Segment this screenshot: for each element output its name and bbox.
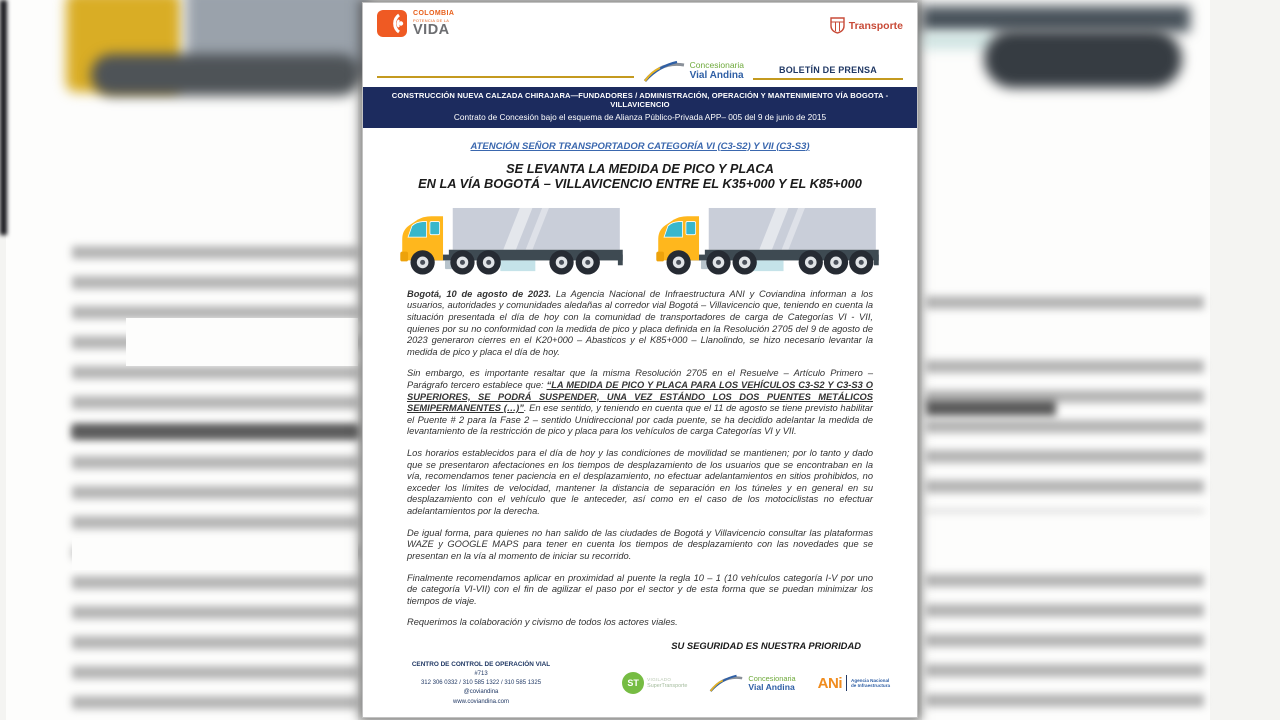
header-gold-rule-right	[753, 78, 903, 81]
background-truck-wheels-blob	[91, 54, 361, 96]
background-truck-tank-blob	[922, 33, 994, 49]
background-truck-chassis-blob	[922, 6, 1190, 32]
main-title-line1: SE LEVANTA LA MEDIDA DE PICO Y PLACA	[506, 160, 774, 176]
ani-abbr: ANi	[817, 674, 842, 692]
vial-andina-line1: Concesionaria	[748, 673, 796, 683]
document-header	[363, 3, 917, 83]
transporte-label: Transporte	[848, 19, 903, 32]
background-paragraph-gap	[126, 318, 358, 366]
supertransporte-line1: VIGILADO	[647, 677, 672, 683]
colombia-logo-icon	[377, 10, 409, 38]
boletin-de-prensa-label: BOLETÍN DE PRENSA	[779, 64, 877, 75]
body-paragraph: Sin embargo, es importante resaltar que la misma Resolución 2705 en el Resuelve – Artículo Primero – Parágrafo tercero establece que: “LA MEDIDA DE PICO Y PLACA PARA LOS VEHÍCULOS C3-S2 Y C3-S3 O SUPERIORES, SE PODRÁ SUSPENDER, UNA VEZ ESTÁNDO LOS DOS PUENTES METÁLICOS SEMIPERMANENTES (…)”. En ese sentido, y teniendo en cuenta que el 11 de agosto se tiene previsto habilitar el Puente # 2 para la Fase 2 – sentido Unidireccional por cada puente, se ha decidido adelantar la medida de levantamiento de la restricción de pico y placa para los vehículos de carga Categorías VI y VII.	[407, 368, 873, 437]
vial-andina-road-icon	[709, 673, 743, 693]
background-page-left	[6, 0, 358, 720]
safety-slogan: SU SEGURIDAD ES NUESTRA PRIORIDAD	[671, 639, 861, 651]
header-gold-rule-left	[377, 76, 634, 79]
document-footer	[363, 660, 917, 717]
vial-andina-footer-logo	[700, 673, 804, 693]
footer-logos	[622, 672, 899, 694]
background-text-lines	[926, 574, 1204, 714]
background-text-lines	[926, 360, 1204, 512]
background-edge-strip	[0, 0, 7, 235]
truck-illustrations	[363, 207, 917, 275]
background-bold-line	[926, 400, 1056, 416]
body-paragraph: De igual forma, para quienes no han salido de las ciudades de Bogotá y Villavicencio consultar las plataformas WAZE y GOOGLE MAPS para tener en cuenta los tiempos de desplazamiento con las novedades que se presentan en la vía al momento de iniciar su recorrido.	[407, 527, 873, 561]
background-bold-line	[72, 424, 358, 439]
vial-andina-logo	[634, 59, 753, 83]
contract-banner	[363, 87, 917, 128]
control-center-contact: CENTRO DE CONTROL DE OPERACIÓN VIAL #713 312 306 0332 / 310 585 1322 / 310 585 1325 @coviandina www.coviandina.com	[411, 660, 551, 705]
transporte-shield-icon	[830, 17, 845, 34]
ministry-transporte-logo	[830, 17, 903, 34]
truck-c3-s3-image	[653, 207, 883, 275]
body-paragraph: Finalmente recomendamos aplicar en proximidad al puente la regla 10 – 1 (10 vehículos categoría I-V por uno de categoría VI-VII) con el fin de agilizar el paso por el sector y de esta forma que se puedan minimizar los tiempos de viaje.	[407, 572, 873, 606]
colombia-logo-line3: VIDA	[413, 22, 450, 39]
body-paragraph: Bogotá, 10 de agosto de 2023. La Agencia Nacional de Infraestructura ANI y Coviandina informan a los usuarios, autoridades y comunidades aledañas al corredor vial Bogotá – Villavicencio que, teniendo en cuenta la situación presentada el día de hoy con la comunidad de transportadores de carga de Categorías VI - VII, quienes por su no conformidad con la medida de pico y placa definida en la Resolución 2705 del 9 de agosto de 2023 generaron cierres en el K20+000 – Abasticos y el K85+000 – Llanolindo, se hizo necesario levantar la medida de pico y placa el día de hoy.	[407, 288, 873, 357]
background-paragraph-gap	[72, 538, 358, 570]
title-block	[363, 141, 917, 192]
press-release-document	[362, 2, 918, 718]
ani-logo	[818, 675, 895, 692]
body-paragraph: Los horarios establecidos para el día de hoy y las condiciones de movilidad se mantienen; por lo tanto y dado que se presentaron afectaciones en los tiempos de desplazamiento de los usuarios que se encontraban en la vía, recomendamos tener paciencia en el desplazamiento, no efectuar adelantamientos en sitios prohibidos, no exceder los límites de velocidad, mantener la distancia de separación en los túneles y en general en su desplazamiento con el vehículo que le anteceder, así como en el caso de los motociclistas no efectuar adelantamientos por la derecha.	[407, 448, 873, 517]
ani-divider	[846, 675, 847, 691]
background-text-lines	[926, 296, 1204, 312]
background-text-lines	[72, 246, 358, 714]
supertransporte-logo	[622, 672, 687, 694]
colombia-logo-line2: POTENCIA DE LA	[413, 17, 450, 23]
attention-heading: ATENCIÓN SEÑOR TRANSPORTADOR CATEGORÍA VI (C3-S2) Y VII (C3-S3)	[470, 140, 810, 152]
main-title-line2: EN LA VÍA BOGOTÁ – VILLAVICENCIO ENTRE EL K35+000 Y EL K85+000	[418, 176, 862, 192]
ani-caption: Agencia Nacional de Infraestructura	[851, 677, 891, 689]
banner-line2: Contrato de Concesión bajo el esquema de Alianza Público-Privada APP– 005 del 9 de junio de 2015	[453, 111, 827, 122]
body-paragraph: Requerimos la colaboración y civismo de todos los actores viales.	[407, 617, 678, 628]
background-truck-wheels-blob	[984, 30, 1182, 88]
supertransporte-line2: SuperTransporte	[647, 682, 688, 689]
banner-line1: CONSTRUCCIÓN NUEVA CALZADA CHIRAJARA—FUNDADORES / ADMINISTRACIÓN, OPERACIÓN Y MANTENIMIENTO VÍA BOGOTA - VILLAVICENCIO	[391, 91, 889, 109]
vial-andina-road-icon	[643, 59, 685, 83]
colombia-gov-logo	[377, 10, 454, 38]
vial-andina-line2: Vial Andina	[689, 69, 744, 81]
vial-andina-line1: Concesionaria	[689, 60, 744, 71]
vial-andina-line2: Vial Andina	[748, 682, 795, 693]
body-text	[363, 289, 917, 639]
background-page-right	[922, 0, 1210, 720]
colombia-logo-line1: COLOMBIA	[413, 10, 455, 17]
supertransporte-icon: ST	[622, 672, 644, 694]
truck-c3-s2-image	[397, 207, 627, 275]
